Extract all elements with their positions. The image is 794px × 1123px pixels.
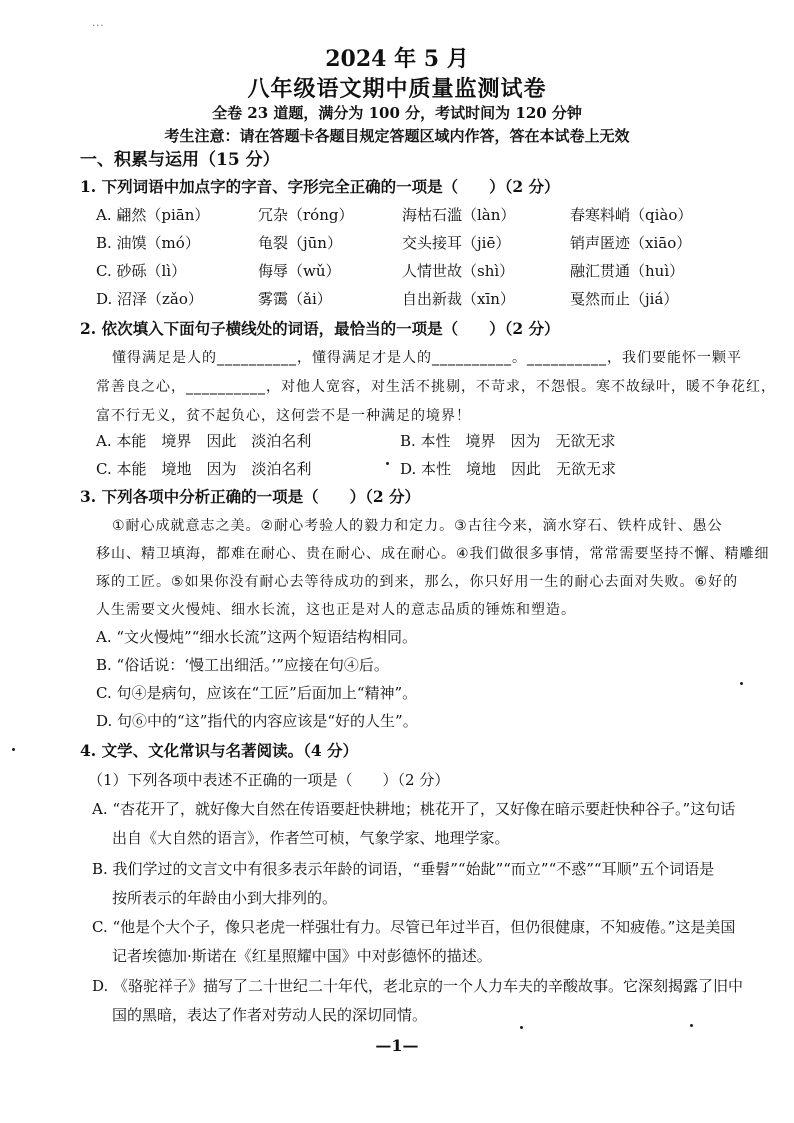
q4-option-c-line-1: C. “他是个大个子，像只老虎一样强壮有力。尽管已年过半百，但仍很健康，不知疲倦。”这是美国 xyxy=(92,918,736,936)
scan-speck xyxy=(386,462,389,465)
q2-option-b: B. 本性 境界 因为 无欲无求 xyxy=(400,432,616,450)
q1-option-a-word-4: 春寒料峭（qiào） xyxy=(570,206,693,224)
q1-option-d-word-3: 自出新裁（xīn） xyxy=(402,290,515,308)
q1-option-a-word-3: 海枯石滥（làn） xyxy=(402,206,516,224)
q3-passage-line-1: ①耐心成就意志之美。②耐心考验人的毅力和定力。③古往今来，滴水穿石、铁杵成针、愚公 xyxy=(112,518,723,534)
q2-passage-line-2: 常善良之心，__________，对他人宽容，对生活不挑剔，不苛求，不怨恨。寒不故绿叶，暖不争花红， xyxy=(96,379,776,395)
question-4-stem: 4. 文学、文化常识与名著阅读。（4 分） xyxy=(80,741,359,760)
exam-title: 八年级语文期中质量监测试卷 xyxy=(247,76,547,102)
q1-option-a-word-1: A. 翩然（piān） xyxy=(96,206,210,224)
q1-option-b-word-3: 交头接耳（jiē） xyxy=(402,234,511,252)
exam-info: 全卷 23 道题，满分为 100 分，考试时间为 120 分钟 xyxy=(212,104,582,122)
q3-option-d: D. 句⑥中的“这”指代的内容应该是“好的人生”。 xyxy=(96,712,418,730)
q1-option-c-word-4: 融汇贯通（huì） xyxy=(570,262,685,280)
q4-option-d-line-2: 国的黑暗，表达了作者对劳动人民的深切同情。 xyxy=(112,1006,428,1024)
q4-sub-question-1: （1）下列各项中表述不正确的一项是（ ）（2 分） xyxy=(88,771,450,789)
q2-passage-line-3: 富不行无义，贫不起负心，这何尝不是一种满足的境界！ xyxy=(96,408,471,424)
page-number: —1— xyxy=(375,1036,419,1055)
q2-option-a: A. 本能 境界 因此 淡泊名利 xyxy=(96,432,312,450)
scan-speck xyxy=(12,748,15,751)
q3-passage-line-4: 人生需要文火慢炖、细水长流，这也正是对人的意志品质的锤炼和塑造。 xyxy=(96,602,576,618)
exam-date: 2024 年 5 月 xyxy=(325,46,469,72)
q1-option-b-word-1: B. 油馍（mó） xyxy=(96,234,200,252)
q1-option-a-word-2: 冗杂（róng） xyxy=(258,206,354,224)
q4-option-a-line-2: 出自《大自然的语言》，作者竺可桢，气象学家、地理学家。 xyxy=(112,829,510,847)
corner-mark: ... xyxy=(92,18,105,29)
q1-option-b-word-4: 销声匿迹（xiāo） xyxy=(570,234,692,252)
q1-option-d-word-4: 戛然而止（jiá） xyxy=(570,290,679,308)
q4-option-b-line-1: B. 我们学过的文言文中有很多表示年龄的词语，“垂髫”“始龀”“而立”“不惑”“耳顺”五个词语是 xyxy=(92,860,715,878)
q1-option-c-word-2: 侮辱（wǔ） xyxy=(258,262,341,280)
q4-option-b-line-2: 按所表示的年龄由小到大排列的。 xyxy=(112,889,338,907)
question-1-stem: 1. 下列词语中加点字的字音、字形完全正确的一项是（ ）（2 分） xyxy=(80,177,560,196)
exam-notice: 考生注意：请在答题卡各题目规定答题区域内作答，答在本试卷上无效 xyxy=(164,127,630,145)
q1-option-c-word-1: C. 砂砾（lì） xyxy=(96,262,187,280)
q2-passage-line-1: 懂得满足是人的__________，懂得满足才是人的__________。__________，我们要能怀一颗平 xyxy=(112,350,742,366)
scan-speck xyxy=(690,1024,693,1027)
q1-option-d-word-1: D. 沼泽（zǎo） xyxy=(96,290,203,308)
question-2-stem: 2. 依次填入下面句子横线处的词语，最恰当的一项是（ ）（2 分） xyxy=(80,319,560,338)
q4-option-d-line-1: D. 《骆驼祥子》描写了二十世纪二十年代，老北京的一个人力车夫的辛酸故事。它深刻揭露了旧中 xyxy=(92,977,744,995)
q3-option-a: A. “文火慢炖”“细水长流”这两个短语结构相同。 xyxy=(96,628,418,646)
q3-passage-line-3: 琢的工匠。⑤如果你没有耐心去等待成功的到来，那么，你只好用一生的耐心去面对失败。⑥好的 xyxy=(96,574,739,590)
q2-option-d: D. 本性 境地 因此 无欲无求 xyxy=(400,460,617,478)
q3-option-b: B. “俗话说：‘慢工出细活。’”应接在句④后。 xyxy=(96,656,389,674)
question-3-stem: 3. 下列各项中分析正确的一项是（ ）（2 分） xyxy=(80,487,421,506)
q2-option-c: C. 本能 境地 因为 淡泊名利 xyxy=(96,460,312,478)
q3-passage-line-2: 移山、精卫填海，都难在耐心、贵在耐心、成在耐心。④我们做很多事情，常常需要坚持不懈、精雕细 xyxy=(96,546,770,562)
q3-option-c: C. 句④是病句，应该在“工匠”后面加上“精神”。 xyxy=(96,684,418,702)
q1-option-b-word-2: 龟裂（jūn） xyxy=(258,234,342,252)
section-heading: 一、积累与运用（15 分） xyxy=(80,150,280,170)
q4-option-c-line-2: 记者埃德加·斯诺在《红星照耀中国》中对彭德怀的描述。 xyxy=(112,947,492,965)
q1-option-c-word-3: 人情世故（shì） xyxy=(402,262,515,280)
scan-speck xyxy=(520,1026,523,1029)
scan-speck xyxy=(740,682,743,685)
q4-option-a-line-1: A. “杏花开了，就好像大自然在传语要赶快耕地；桃花开了，又好像在暗示要赶快种谷子。”这句话 xyxy=(92,800,736,818)
q1-option-d-word-2: 雾霭（ǎi） xyxy=(258,290,332,308)
